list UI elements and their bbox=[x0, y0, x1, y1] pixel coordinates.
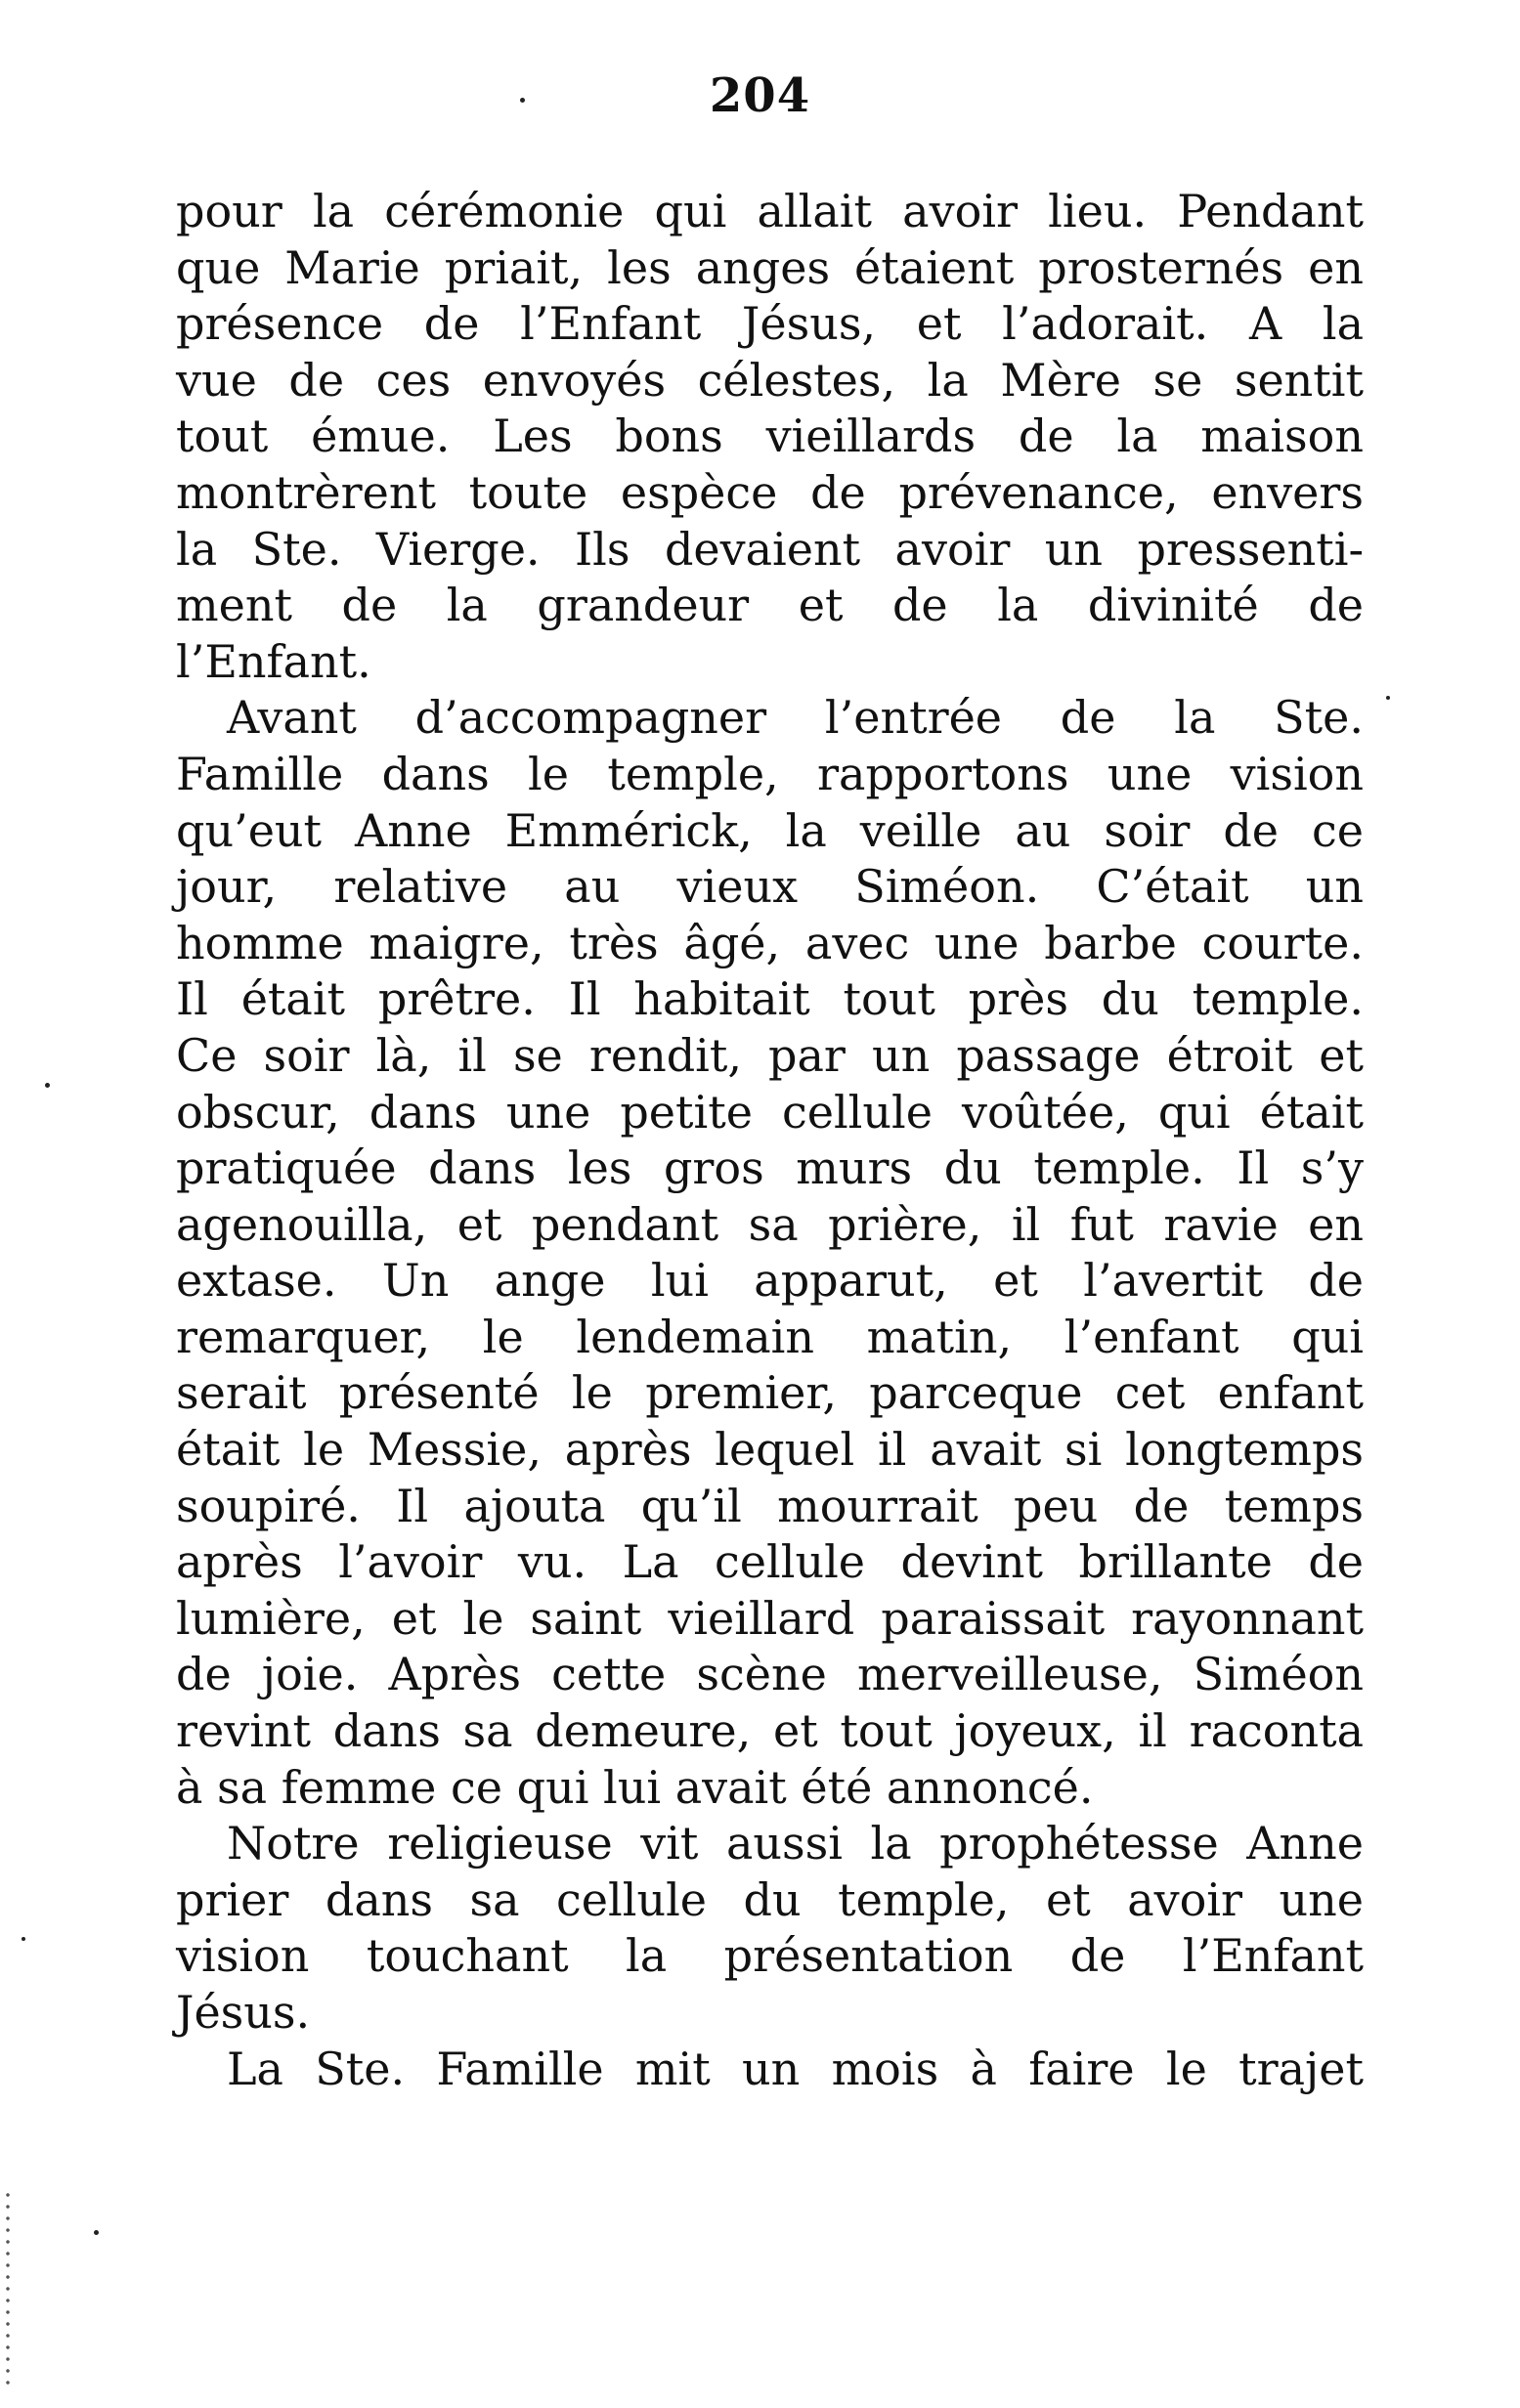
text-line: extase. Un ange lui apparut, et l’avertit de bbox=[176, 1254, 1364, 1308]
text-line: vue de ces envoyés célestes, la Mère se sentit bbox=[176, 353, 1364, 407]
text-line: lumière, et le saint vieillard paraissait rayonnant bbox=[176, 1591, 1364, 1645]
text-line: de joie. Après cette scène merveilleuse, Siméon bbox=[176, 1648, 1364, 1701]
text-line: serait présenté le premier, parceque cet enfant bbox=[176, 1366, 1364, 1420]
text-line: revint dans sa demeure, et tout joyeux, il raconta bbox=[176, 1704, 1364, 1758]
text-line: pour la cérémonie qui allait avoir lieu. Pendant bbox=[176, 185, 1364, 237]
text-line: Il était prêtre. Il habitait tout près du temple. bbox=[176, 972, 1364, 1026]
margin-speck bbox=[45, 1083, 50, 1088]
text-line: soupiré. Il ajouta qu’il mourrait peu de temps bbox=[176, 1479, 1364, 1532]
text-line: La Ste. Famille mit un mois à faire le trajet bbox=[227, 2042, 1364, 2095]
body-text bbox=[176, 184, 1364, 2097]
margin-speck bbox=[94, 2230, 99, 2235]
text-line: jour, relative au vieux Siméon. C’était un bbox=[176, 860, 1364, 914]
text-line: était le Messie, après lequel il avait si longtemps bbox=[176, 1423, 1364, 1477]
page-number: 204 bbox=[709, 68, 811, 123]
text-line: la Ste. Vierge. Ils devaient avoir un pressenti- bbox=[176, 522, 1364, 576]
text-line: prier dans sa cellule du temple, et avoir une bbox=[176, 1872, 1364, 1926]
text-line: pratiquée dans les gros murs du temple. Il s’y bbox=[176, 1141, 1364, 1195]
margin-speck bbox=[22, 1937, 25, 1941]
text-line: présence de l’Enfant Jésus, et l’adorait. A la bbox=[176, 297, 1364, 351]
text-line: remarquer, le lendemain matin, l’enfant qui bbox=[176, 1310, 1364, 1363]
text-line: Avant d’accompagner l’entrée de la Ste. bbox=[227, 691, 1364, 745]
text-line: Ce soir là, il se rendit, par un passage étroit et bbox=[176, 1028, 1364, 1082]
text-line: ment de la grandeur et de la divinité de bbox=[176, 579, 1364, 632]
text-line: tout émue. Les bons vieillards de la maison bbox=[176, 409, 1364, 463]
margin-speck bbox=[1386, 696, 1390, 700]
text-line: homme maigre, très âgé, avec une barbe courte. bbox=[176, 916, 1364, 969]
text-line: Jésus. bbox=[176, 1986, 311, 2039]
scan-edge-marks bbox=[6, 2189, 10, 2385]
margin-speck bbox=[520, 98, 525, 103]
text-line: agenouilla, et pendant sa prière, il fut ravie en bbox=[176, 1197, 1364, 1251]
text-line: Notre religieuse vit aussi la prophétesse Anne bbox=[227, 1817, 1364, 1870]
text-line: obscur, dans une petite cellule voûtée, qui était bbox=[176, 1085, 1364, 1139]
text-line: Famille dans le temple, rapportons une vision bbox=[176, 747, 1364, 800]
text-line: qu’eut Anne Emmérick, la veille au soir de ce bbox=[176, 803, 1364, 857]
text-line: que Marie priait, les anges étaient prosternés en bbox=[176, 240, 1364, 294]
text-line: vision touchant la présentation de l’Enfant bbox=[176, 1929, 1364, 1983]
text-line: l’Enfant. bbox=[176, 634, 371, 688]
text-line: après l’avoir vu. La cellule devint brillante de bbox=[176, 1535, 1364, 1589]
text-line: à sa femme ce qui lui avait été annoncé. bbox=[176, 1760, 1094, 1814]
text-line: montrèrent toute espèce de prévenance, envers bbox=[176, 465, 1364, 519]
